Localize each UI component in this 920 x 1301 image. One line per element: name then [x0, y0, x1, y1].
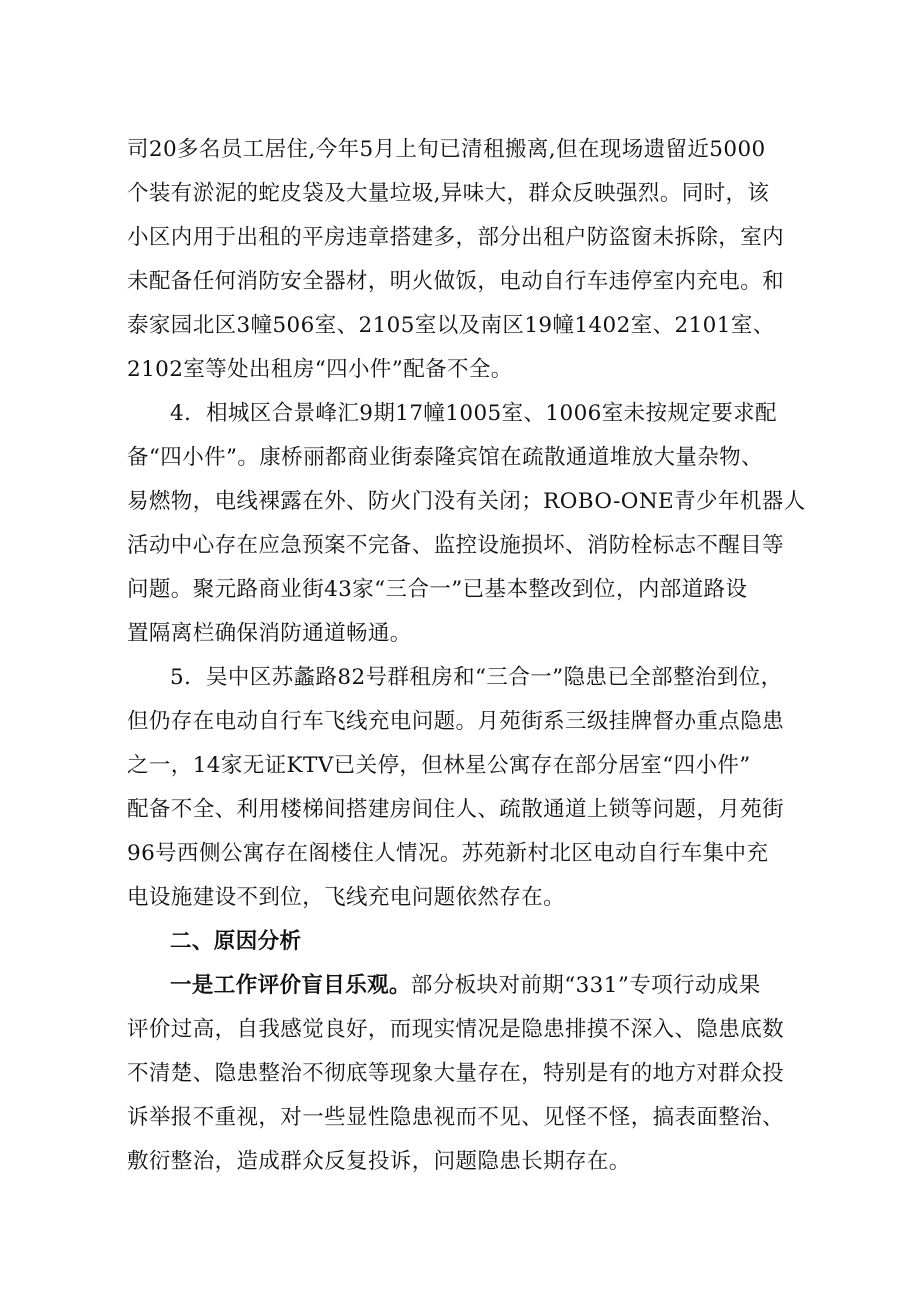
body-text-line: 泰家园北区3幢506室、2105室以及南区19幢1402室、2101室、	[127, 313, 775, 338]
paragraph-lead-in: 一是工作评价盲目乐观。	[170, 973, 411, 998]
body-text-line: 96号西侧公寓存在阁楼住人情况。苏苑新村北区电动自行车集中充	[127, 841, 769, 866]
body-text-line: 个装有淤泥的蛇皮袋及大量垃圾,异味大，群众反映强烈。同时，该	[127, 181, 770, 206]
body-text-line: 活动中心存在应急预案不完备、监控设施损坏、消防栓标志不醒目等	[127, 533, 785, 558]
body-text-line: 评价过高，自我感觉良好，而现实情况是隐患排摸不深入、隐患底数	[127, 1017, 785, 1042]
body-text-line: 未配备任何消防安全器材，明火做饭，电动自行车违停室内充电。和	[127, 269, 785, 294]
list-item-5-first-line: 5．吴中区苏蠡路82号群租房和“三合一”隐患已全部整治到位，	[170, 665, 783, 690]
body-text-line: 问题。聚元路商业街43家“三合一”已基本整改到位，内部道路设	[127, 577, 748, 602]
body-text-line: 不清楚、隐患整治不彻底等现象大量存在，特别是有的地方对群众投	[127, 1061, 785, 1086]
body-text-line: 之一，14家无证KTV已关停，但林星公寓存在部分居室“四小件”	[127, 753, 751, 778]
body-text-line: 电设施建设不到位，飞线充电问题依然存在。	[127, 885, 566, 910]
list-item-4-first-line: 4．相城区合景峰汇9期17幢1005室、1006室未按规定要求配	[170, 401, 777, 426]
body-text-line: 备“四小件”。康桥丽都商业街泰隆宾馆在疏散通道堆放大量杂物、	[127, 445, 763, 470]
body-text-line: 诉举报不重视，对一些显性隐患视而不见、见怪不怪，搞表面整治、	[127, 1105, 785, 1130]
body-text-line: 但仍存在电动自行车飞线充电问题。月苑街系三级挂牌督办重点隐患	[127, 709, 785, 734]
body-text-line: 司20多名员工居住,今年5月上旬已清租搬离,但在现场遗留近5000	[127, 137, 766, 162]
body-text-line: 配备不全、利用楼梯间搭建房间住人、疏散通道上锁等问题，月苑街	[127, 797, 785, 822]
body-text-line: 置隔离栏确保消防通道畅通。	[127, 621, 412, 646]
body-text-line: 小区内用于出租的平房违章搭建多，部分出租户防盗窗未拆除，室内	[127, 225, 785, 250]
body-text-line: 2102室等处出租房“四小件”配备不全。	[127, 357, 513, 382]
body-text-line: 敷衍整治，造成群众反复投诉，问题隐患长期存在。	[127, 1149, 631, 1174]
section-heading: 二、原因分析	[170, 929, 302, 954]
paragraph-first-line	[170, 973, 761, 999]
body-text-line: 易燃物，电线裸露在外、防火门没有关闭；ROBO-ONE青少年机器人	[127, 489, 806, 514]
paragraph-text: 部分板块对前期“331”专项行动成果	[410, 973, 761, 998]
